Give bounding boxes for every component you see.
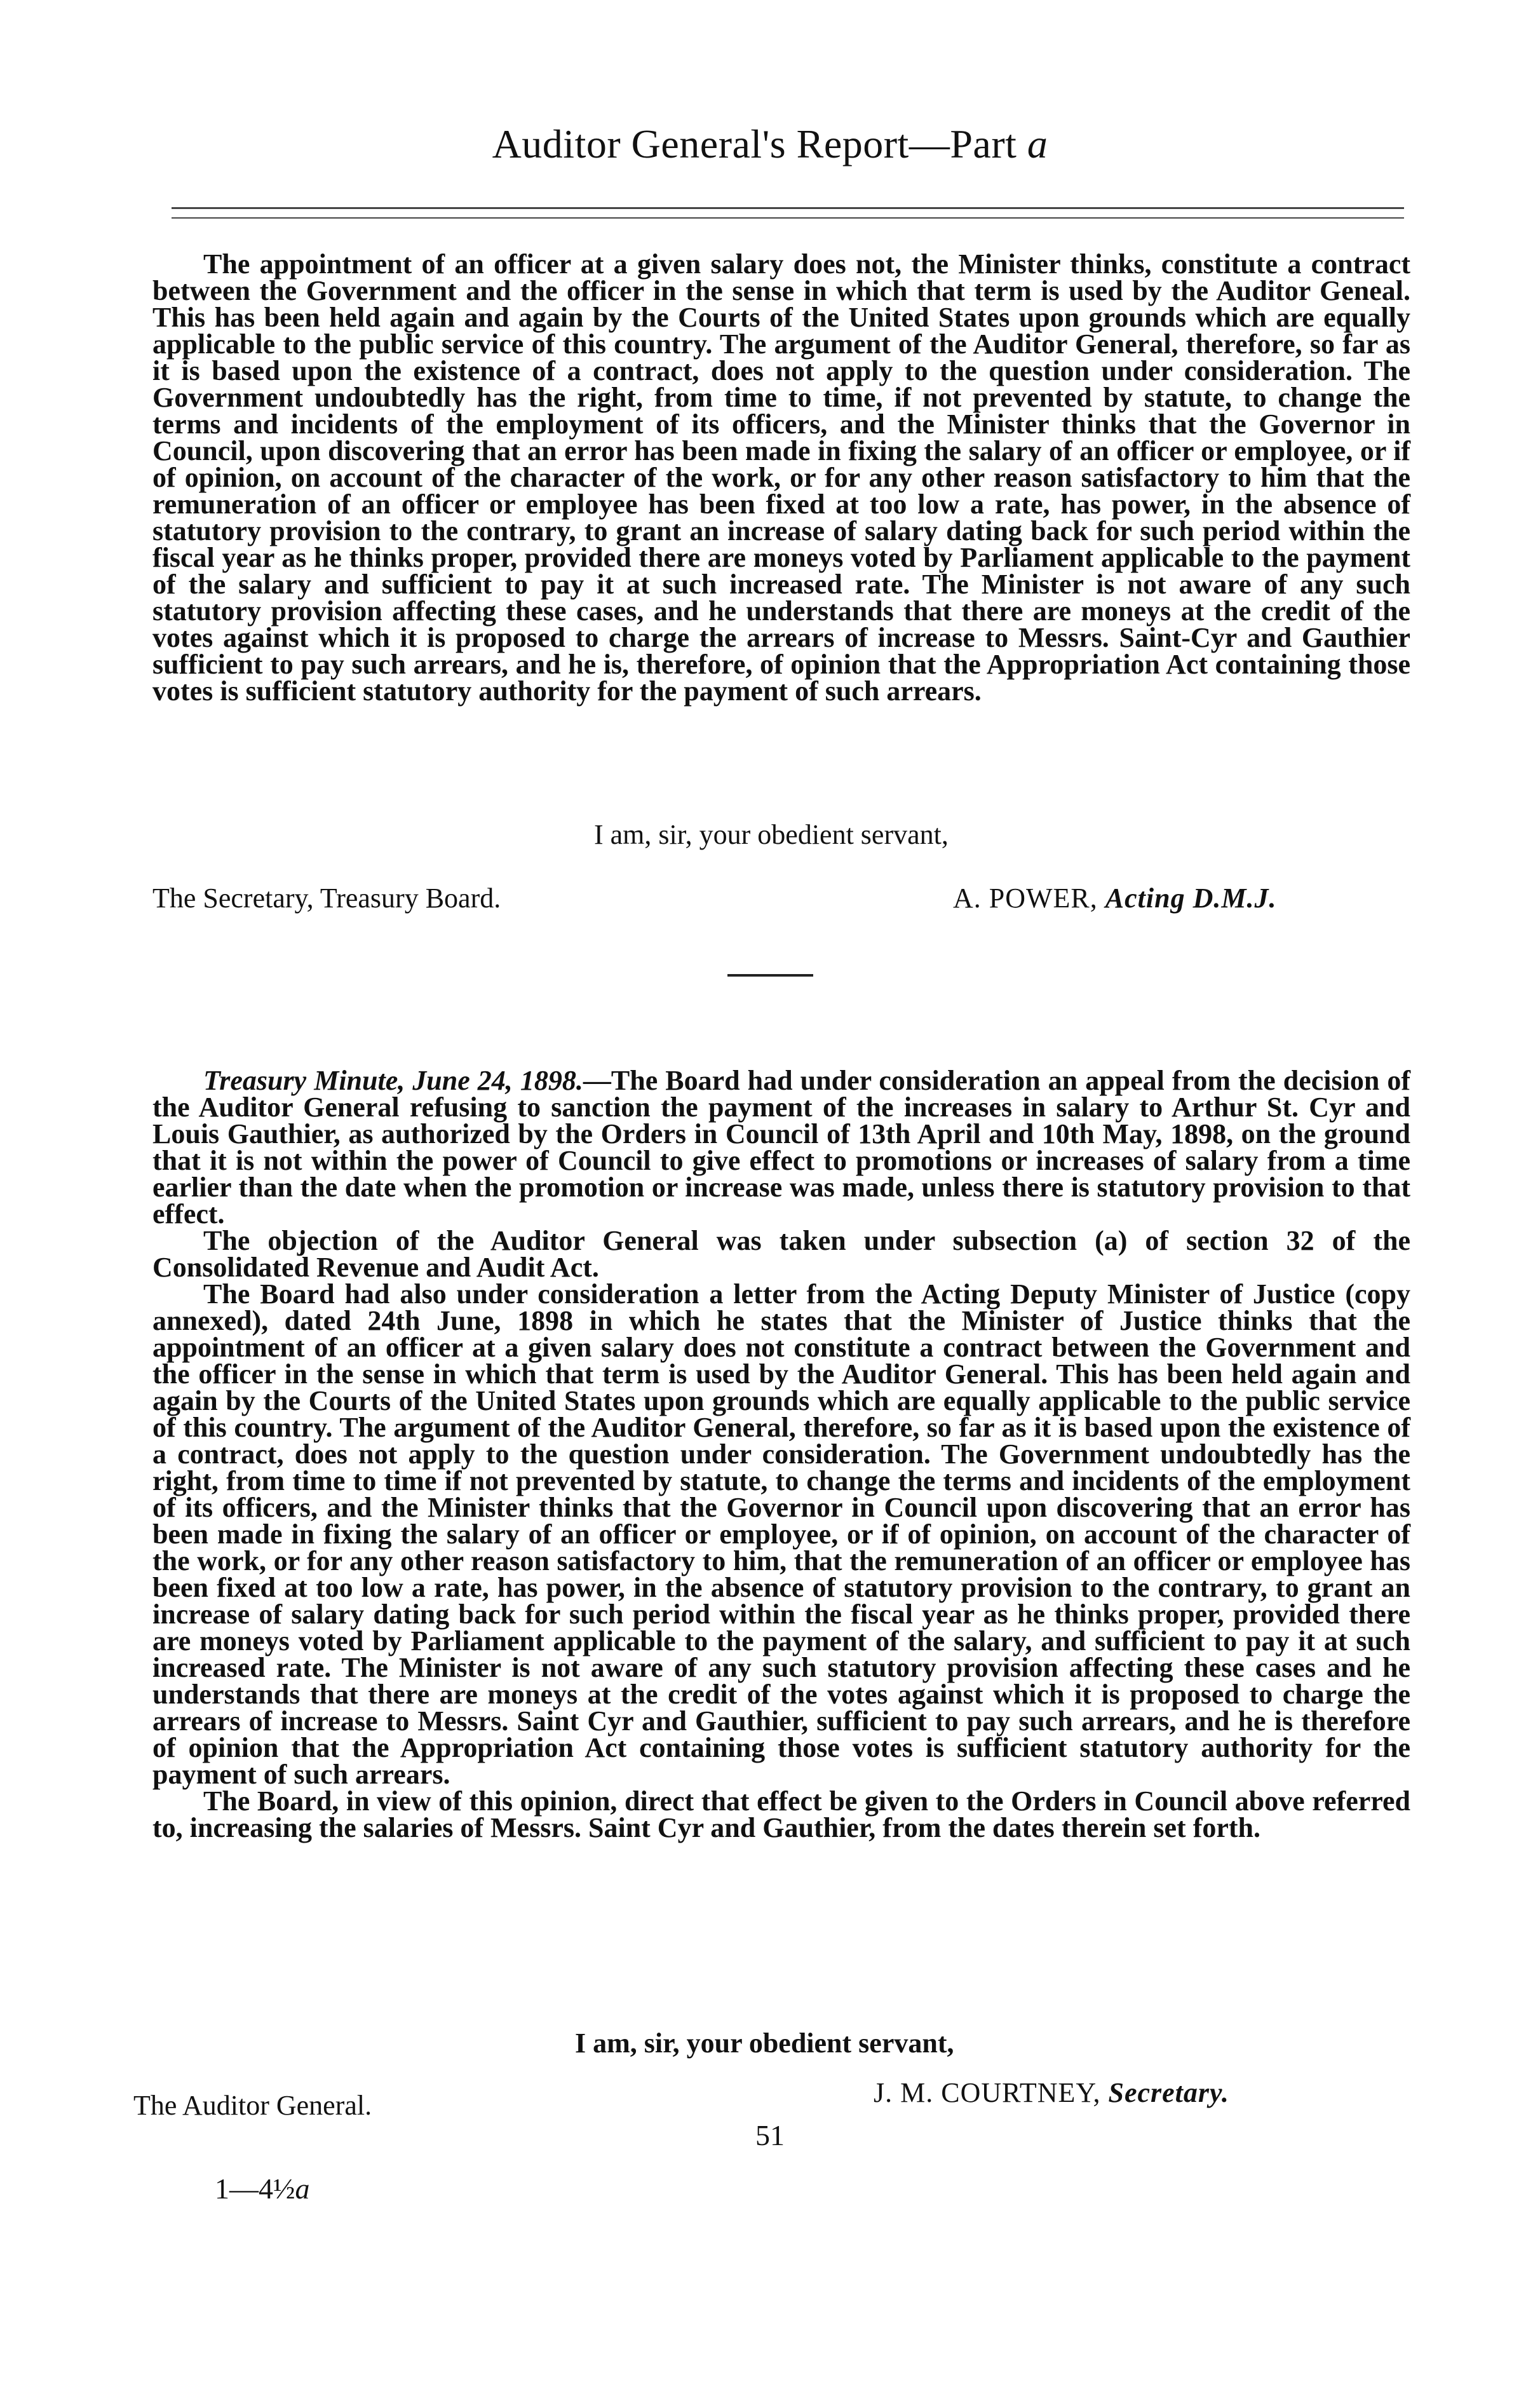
minute-signature (874, 2078, 1229, 2108)
printer-signature-mark (215, 2172, 310, 2205)
header-rule (172, 217, 1404, 219)
minute-paragraph: The Board, in view of this opinion, direct that effect be given to the Orders in Council above referred to, increasing the salaries of Messrs. Saint Cyr and Gauthier, from the dates therein set forth. (152, 1785, 1410, 1843)
treasury-minute-body (152, 1067, 1410, 1841)
signature-mark-text: 1—4½ (215, 2172, 295, 2205)
minute-signatory-title: Secretary. (1108, 2077, 1229, 2108)
minute-sign-off: I am, sir, your obedient servant, (575, 2028, 954, 2059)
section-divider (727, 974, 813, 977)
letter-signatory-name: A. POWER, (953, 883, 1098, 914)
header-part-letter: a (1027, 121, 1048, 166)
minute-label: Treasury Minute, June 24, 1898. (203, 1065, 583, 1096)
letter-body (152, 248, 1410, 707)
letter-signatory-title: Acting D.M.J. (1105, 883, 1277, 914)
signature-mark-suffix: a (295, 2172, 310, 2205)
minute-paragraph (152, 1067, 1410, 1228)
letter-recipient: The Secretary, Treasury Board. (152, 883, 501, 914)
header-title-text: Auditor General's Report—Part (492, 121, 1017, 166)
page-number: 51 (755, 2119, 785, 2151)
running-header (0, 121, 1540, 168)
minute-paragraph: The Board had also under consideration a letter from the Acting Deputy Minister of Justice (copy annexed), dated 24th June, 1898 in which he states that the Minister of Justice thinks that the appointment of an officer at a given salary does not constitute a contract between the Government and the officer in the sense in which that term is used by the Auditor General. This has been held again and again by the Courts of the United States upon grounds which are equally applicable to the public service of this country. The argument of the Auditor General, therefore, so far as it is based upon the existence of a contract, does not apply to the question under consideration. The Government undoubtedly has the right, from time to time if not prevented by statute, to change the terms and incidents of the employment of its officers, and the Minister thinks that the Governor in Council upon discovering that an error has been made in fixing the salary of an officer or employee, or if of opinion, on account of the character of the work, or for any other reason satisfactory to him, that the remuneration of an officer or employee has been fixed at too low a rate, has power, in the absence of statutory provision to the contrary, to grant an increase of salary dating back for such period within the fiscal year as he thinks proper, provided there are moneys voted by Parliament applicable to the payment of the salary, and sufficient to pay it at such increased rate. The Minister is not aware of any such statutory provision affecting these cases and he understands that there are moneys at the credit of the votes against which it is proposed to charge the arrears of increase to Messrs. Saint Cyr and Gauthier, sufficient to pay such arrears, and he is therefore of opinion that the Appropriation Act containing those votes is sufficient statutory authority for the payment of such arrears. (152, 1278, 1410, 1790)
header-rule (172, 207, 1404, 209)
minute-recipient: The Auditor General. (133, 2090, 372, 2121)
letter-sign-off: I am, sir, your obedient servant, (594, 819, 949, 850)
minute-paragraph-text: —The Board had under consideration an appeal from the decision of the Auditor General refusing to sanction the payment of the increases in salary to Arthur St. Cyr and Louis Gauthier, as authorized by the Orders in Council of 13th April and 10th May, 1898, on the ground that it is not within the power of Council to give effect to promotions or increases of salary from a time earlier than the date when the promotion or increase was made, unless there is statutory provision to that effect. (152, 1065, 1411, 1229)
letter-signature (953, 883, 1276, 914)
letter-paragraph: The appointment of an officer at a given salary does not, the Minister thinks, constitute a contract between the Government and the officer in the sense in which that term is used by the Auditor Geneal. This has been held again and again by the Courts of the United States upon grounds which are equally applicable to the public service of this country. The argument of the Auditor General, therefore, so far as it is based upon the existence of a contract, does not apply to the question under consideration. The Government undoubtedly has the right, from time to time, if not prevented by statute, to change the terms and incidents of the employment of its officers, and the Minister thinks that the Governor in Council, upon discovering that an error has been made in fixing the salary of an officer or employee, or if of opinion, on account of the character of the work, or for any other reason satisfactory to him that the remuneration of an officer or employee has been fixed at too low a rate, has power, in the absence of statutory provision to the contrary, to grant an increase of salary dating back for such period within the fiscal year as he thinks proper, provided there are moneys voted by Parliament applicable to the payment of the salary and sufficient to pay it at such increased rate. The Minister is not aware of any such statutory provision affecting these cases, and he understands that there are moneys at the credit of the votes against which it is proposed to charge the arrears of increase to Messrs. Saint-Cyr and Gauthier sufficient to pay such arrears, and he is, therefore, of opinion that the Appropriation Act containing those votes is sufficient statutory authority for the payment of such arrears. (152, 248, 1410, 707)
minute-signatory-name: J. M. COURTNEY, (874, 2077, 1101, 2108)
minute-paragraph: The objection of the Auditor General was taken under subsection (a) of section 32 of the Consolidated Revenue and Audit Act. (152, 1225, 1410, 1283)
